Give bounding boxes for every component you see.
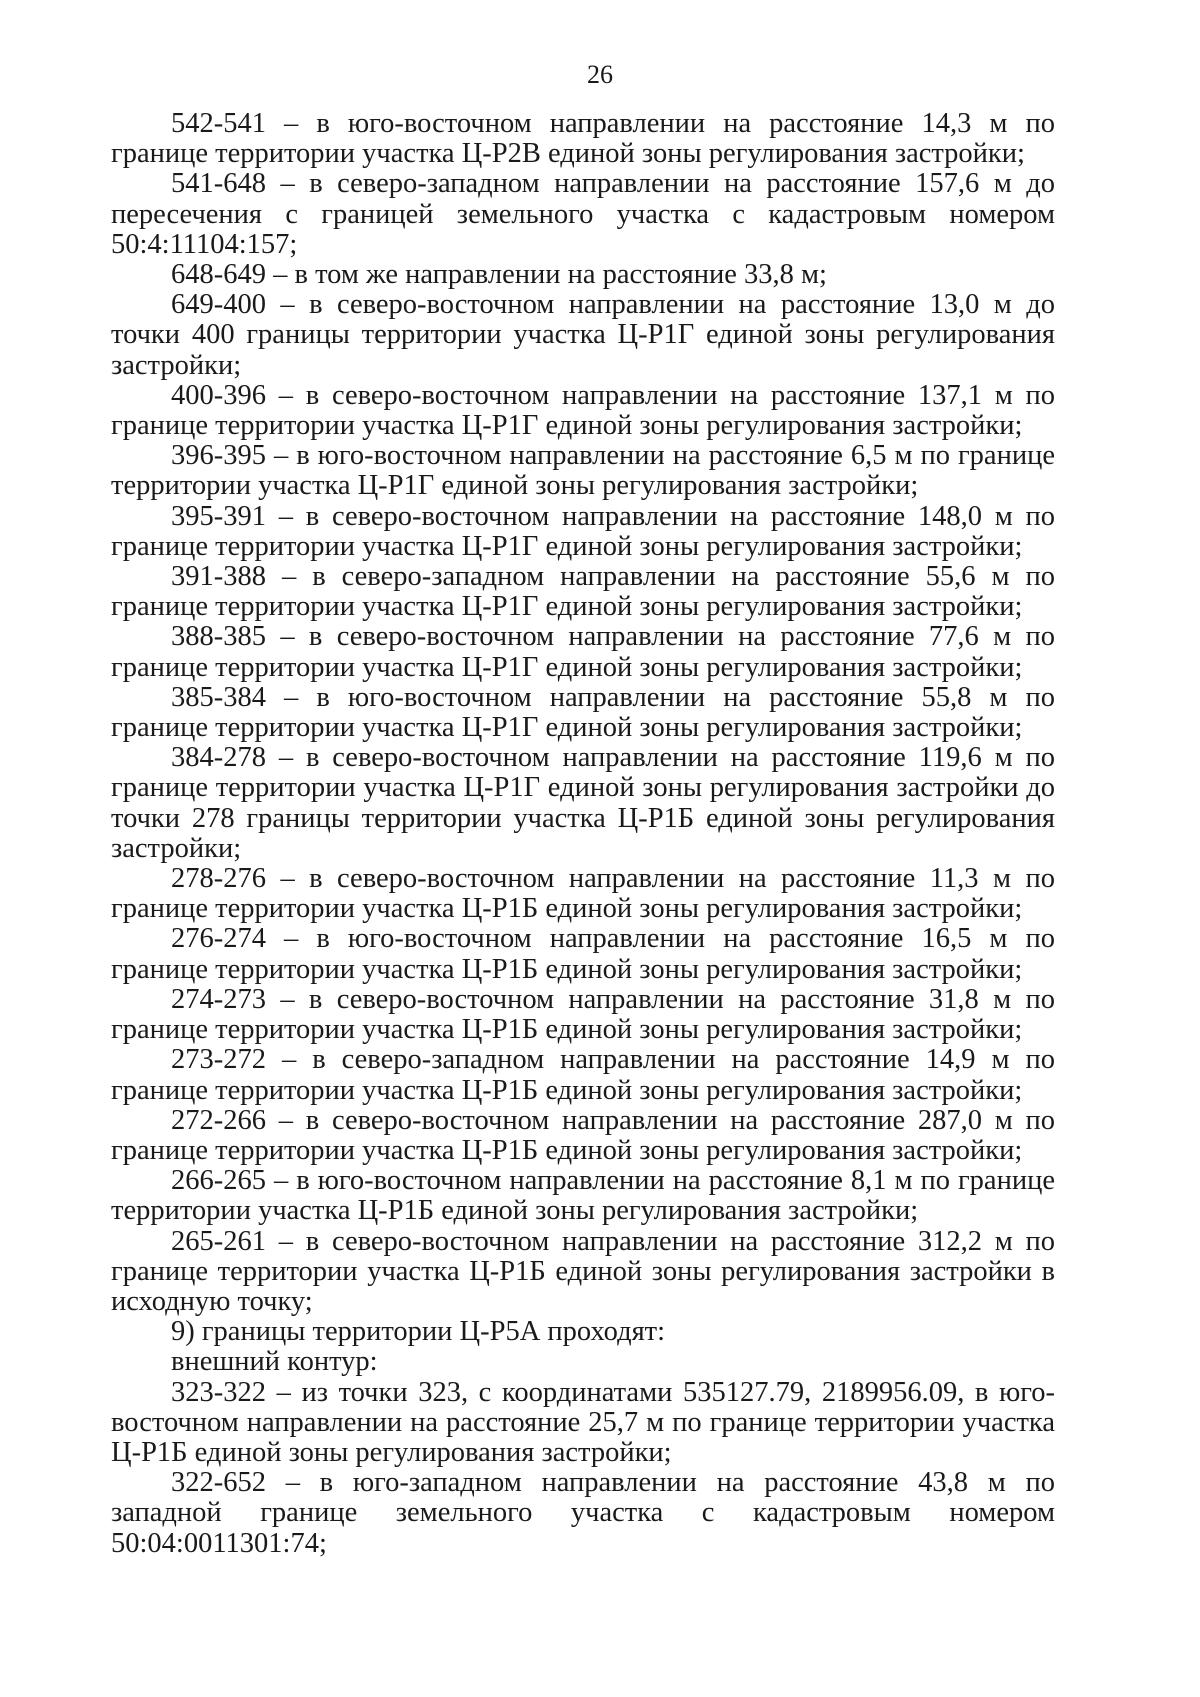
boundary-segment-paragraph: 396-395 – в юго-восточном направлении на расстояние 6,5 м по границе территории участка Ц-Р1Г единой зоны регулирования застройки; — [111, 440, 1055, 502]
page-number: 26 — [587, 60, 613, 89]
boundary-segment-paragraph: 322-652 – в юго-западном направлении на расстояние 43,8 м по западной границе земельного участка с кадастровым номером 50:04:0011301:74; — [111, 1467, 1055, 1559]
boundary-segment-paragraph: 384-278 – в северо-восточном направлении на расстояние 119,6 м по границе территории участка Ц-Р1Г единой зоны регулирования застройки до точки 278 границы территории участка Ц-Р1Б единой зоны регулирования застройки; — [111, 742, 1055, 864]
boundary-segment-paragraph: 395-391 – в северо-восточном направлении на расстояние 148,0 м по границе территории участка Ц-Р1Г единой зоны регулирования застройки; — [111, 500, 1055, 562]
boundary-segment-paragraph: 265-261 – в северо-восточном направлении на расстояние 312,2 м по границе территории участка Ц-Р1Б единой зоны регулирования застройки в исходную точку; — [111, 1225, 1055, 1317]
boundary-segment-paragraph: 276-274 – в юго-восточном направлении на расстояние 16,5 м по границе территории участка Ц-Р1Б единой зоны регулирования застройки; — [111, 923, 1055, 985]
boundary-segment-paragraph: 385-384 – в юго-восточном направлении на расстояние 55,8 м по границе территории участка Ц-Р1Г единой зоны регулирования застройки; — [111, 681, 1055, 744]
boundary-segment-paragraph: 273-272 – в северо-западном направлении на расстояние 14,9 м по границе территории участка Ц-Р1Б единой зоны регулирования застройки; — [111, 1044, 1055, 1106]
section-heading: 9) границы территории Ц-Р5А проходят: — [171, 1316, 666, 1348]
boundary-segment-paragraph: 542-541 – в юго-восточном направлении на расстояние 14,3 м по границе территории участка Ц-Р2В единой зоны регулирования застройки; — [111, 108, 1055, 170]
boundary-segment-paragraph: 648-649 – в том же направлении на расстояние 33,8 м; — [171, 259, 827, 291]
boundary-segment-paragraph: 400-396 – в северо-восточном направлении на расстояние 137,1 м по границе территории участка Ц-Р1Г единой зоны регулирования застройки; — [111, 379, 1055, 442]
boundary-segment-paragraph: 274-273 – в северо-восточном направлении на расстояние 31,8 м по границе территории участка Ц-Р1Б единой зоны регулирования застройки; — [111, 983, 1055, 1046]
boundary-segment-paragraph: 266-265 – в юго-восточном направлении на расстояние 8,1 м по границе территории участка Ц-Р1Б единой зоны регулирования застройки; — [111, 1165, 1055, 1227]
boundary-segment-paragraph: 323-322 – из точки 323, с координатами 535127.79, 2189956.09, в юго-восточном направлении на расстояние 25,7 м по границе территории участка Ц-Р1Б единой зоны регулирования застройки; — [111, 1376, 1055, 1468]
boundary-segment-paragraph: 391-388 – в северо-западном направлении на расстояние 55,6 м по границе территории участка Ц-Р1Г единой зоны регулирования застройки; — [111, 561, 1055, 623]
boundary-segment-paragraph: 278-276 – в северо-восточном направлении на расстояние 11,3 м по границе территории участка Ц-Р1Б единой зоны регулирования застройки; — [111, 863, 1055, 925]
section-heading: внешний контур: — [171, 1346, 378, 1378]
boundary-segment-paragraph: 388-385 – в северо-восточном направлении на расстояние 77,6 м по границе территории участка Ц-Р1Г единой зоны регулирования застройки; — [111, 621, 1055, 683]
boundary-segment-paragraph: 541-648 – в северо-западном направлении на расстояние 157,6 м до пересечения с границей земельного участка с кадастровым номером 50:4:11104:157; — [111, 168, 1055, 260]
boundary-segment-paragraph: 272-266 – в северо-восточном направлении на расстояние 287,0 м по границе территории участка Ц-Р1Б единой зоны регулирования застройки; — [111, 1104, 1055, 1166]
boundary-segment-paragraph: 649-400 – в северо-восточном направлении на расстояние 13,0 м до точки 400 границы территории участка Ц-Р1Г единой зоны регулирования застройки; — [111, 289, 1055, 381]
document-body — [111, 109, 1055, 1559]
